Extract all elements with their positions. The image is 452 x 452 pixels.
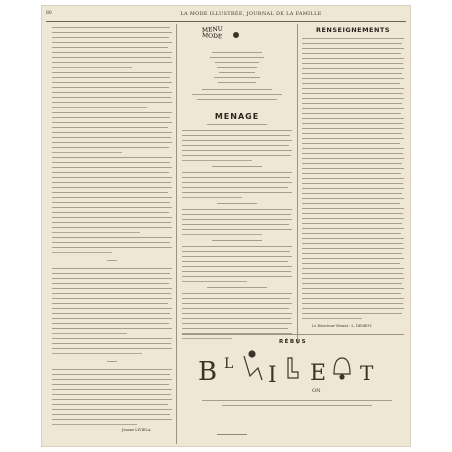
rebus-letter-e: E bbox=[310, 361, 327, 386]
menage-text bbox=[182, 124, 292, 342]
renseignements-heading: RENSEIGNEMENTS bbox=[315, 26, 391, 34]
rebus-solution-text bbox=[202, 400, 392, 414]
rebus-illustration bbox=[192, 348, 392, 396]
page-number: 80 bbox=[46, 11, 52, 16]
page-header bbox=[42, 11, 410, 21]
renseignements-text bbox=[302, 38, 404, 328]
column-divider-right bbox=[297, 24, 298, 344]
rebus-small-on: ON bbox=[312, 388, 321, 394]
right-column bbox=[302, 24, 404, 344]
left-column-text bbox=[52, 24, 172, 444]
rebus-hand-figure bbox=[244, 351, 262, 380]
rebus-letter-i: I bbox=[268, 363, 277, 388]
menage-heading: MENAGE bbox=[214, 112, 260, 121]
logo-word-menu: MENU bbox=[201, 25, 224, 34]
rebus-drawing bbox=[192, 348, 392, 396]
rebus-bell-figure bbox=[334, 358, 350, 379]
header-rule bbox=[46, 21, 406, 22]
column-divider-left bbox=[176, 24, 177, 444]
left-column bbox=[52, 24, 172, 444]
menu-mode-logo bbox=[202, 26, 272, 48]
logo-connector bbox=[233, 32, 239, 38]
menu-list bbox=[182, 52, 292, 107]
rebus-boot-figure bbox=[288, 358, 298, 378]
journal-title: LA MODE ILLUSTRÉE, JOURNAL DE LA FAMILLE bbox=[180, 11, 322, 17]
logo-word-mode: MODE bbox=[201, 32, 223, 41]
rebus-letter-b: B bbox=[198, 357, 218, 387]
rebus-letter-t: T bbox=[360, 361, 374, 385]
newspaper-page bbox=[42, 6, 410, 446]
footer-ornament bbox=[217, 434, 247, 435]
middle-column bbox=[182, 24, 292, 344]
rebus-divider bbox=[182, 334, 404, 335]
rebus-heading: RÉBUS bbox=[278, 339, 308, 345]
left-signature: Jeanne LIVIELA. bbox=[122, 428, 152, 432]
rebus-letter-l: L bbox=[224, 356, 234, 372]
director-signature: Le Directeur-Gérant : L. DESROY. bbox=[312, 324, 373, 328]
